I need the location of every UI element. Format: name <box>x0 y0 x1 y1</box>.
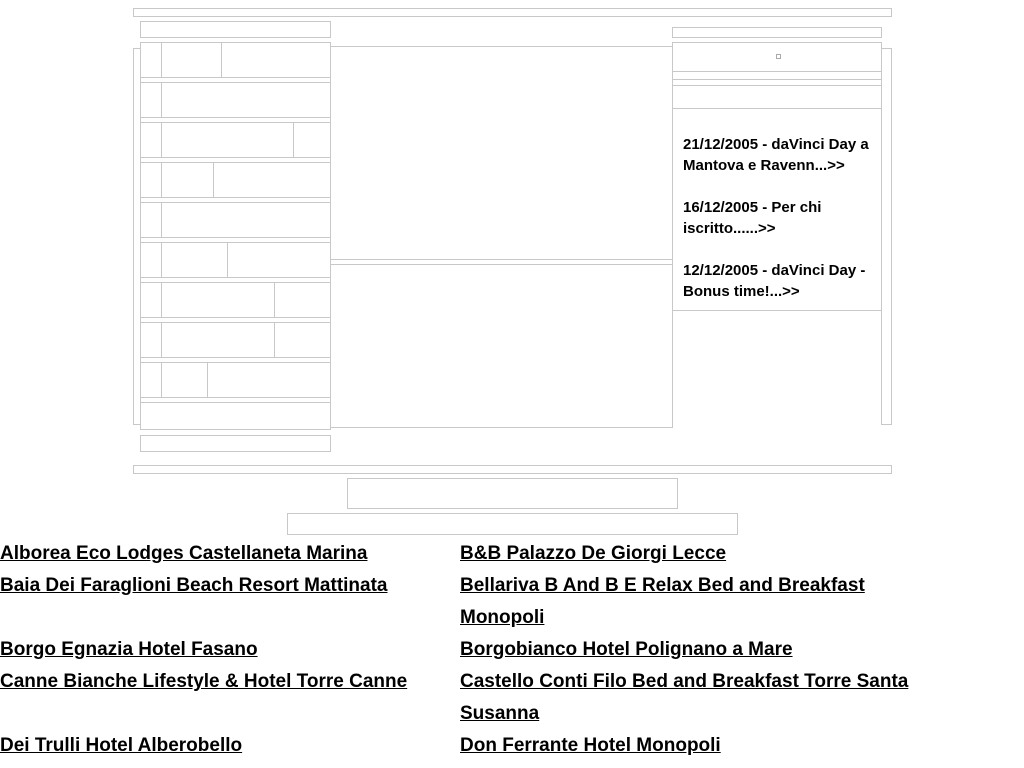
bottom-frame-bar <box>133 465 892 474</box>
footer-box-2 <box>287 513 738 535</box>
hotel-link[interactable]: B&B Palazzo De Giorgi Lecce <box>460 543 727 564</box>
left-header-box <box>140 21 331 38</box>
nav-item-5-icon <box>140 202 162 238</box>
news-item[interactable]: 16/12/2005 - Per chi iscritto......>> <box>683 199 822 237</box>
news-item[interactable]: 12/12/2005 - daVinci Day - Bonus time!...>> <box>683 262 866 300</box>
left-footer-box <box>140 435 331 452</box>
nav-item-10[interactable] <box>140 402 331 430</box>
nav-item-3-icon <box>140 122 162 158</box>
center-bottom-panel <box>330 264 673 428</box>
hotel-link[interactable]: Borgo Egnazia Hotel Fasano <box>0 639 258 660</box>
nav-item-6-part <box>161 242 228 278</box>
hotel-link[interactable]: Borgobianco Hotel Polignano a Mare <box>460 639 793 660</box>
top-frame-bar <box>133 8 892 17</box>
nav-item-8-icon <box>140 322 162 358</box>
nav-item-4-icon <box>140 162 162 198</box>
nav-item-7-part <box>161 282 275 318</box>
right-header-box <box>672 27 882 38</box>
right-lower-panel <box>672 318 882 425</box>
news-item[interactable]: 21/12/2005 - daVinci Day a Mantova e Ravenn...>> <box>683 136 869 174</box>
nav-item-1-icon <box>140 42 162 78</box>
right-frame-edge <box>881 48 892 425</box>
nav-item-8-part <box>161 322 275 358</box>
news-list <box>683 134 875 302</box>
nav-item-5[interactable] <box>140 202 331 238</box>
hotel-link[interactable]: Castello Conti Filo Bed and Breakfast Torre Santa Susanna <box>460 671 909 724</box>
nav-item-4-part <box>161 162 214 198</box>
center-top-panel <box>330 46 673 260</box>
hotel-link[interactable]: Bellariva B And B E Relax Bed and Breakfast Monopoli <box>460 575 865 628</box>
nav-item-3-part <box>161 122 294 158</box>
nav-item-2-icon <box>140 82 162 118</box>
hotel-link[interactable]: Alborea Eco Lodges Castellaneta Marina <box>0 543 368 564</box>
hotel-link[interactable]: Canne Bianche Lifestyle & Hotel Torre Canne <box>0 671 408 692</box>
nav-item-7-icon <box>140 282 162 318</box>
broken-image-icon <box>776 54 781 59</box>
nav-item-9-icon <box>140 362 162 398</box>
nav-item-1-part <box>161 42 222 78</box>
hotel-link[interactable]: Dei Trulli Hotel Alberobello <box>0 735 243 756</box>
hotel-link[interactable]: Baia Dei Faraglioni Beach Resort Mattinata <box>0 575 388 596</box>
footer-box-1 <box>347 478 678 509</box>
hotel-link[interactable]: Don Ferrante Hotel Monopoli <box>460 735 721 756</box>
nav-item-2[interactable] <box>140 82 331 118</box>
nav-item-9-part <box>161 362 208 398</box>
nav-item-6-icon <box>140 242 162 278</box>
right-title-box <box>672 85 882 109</box>
